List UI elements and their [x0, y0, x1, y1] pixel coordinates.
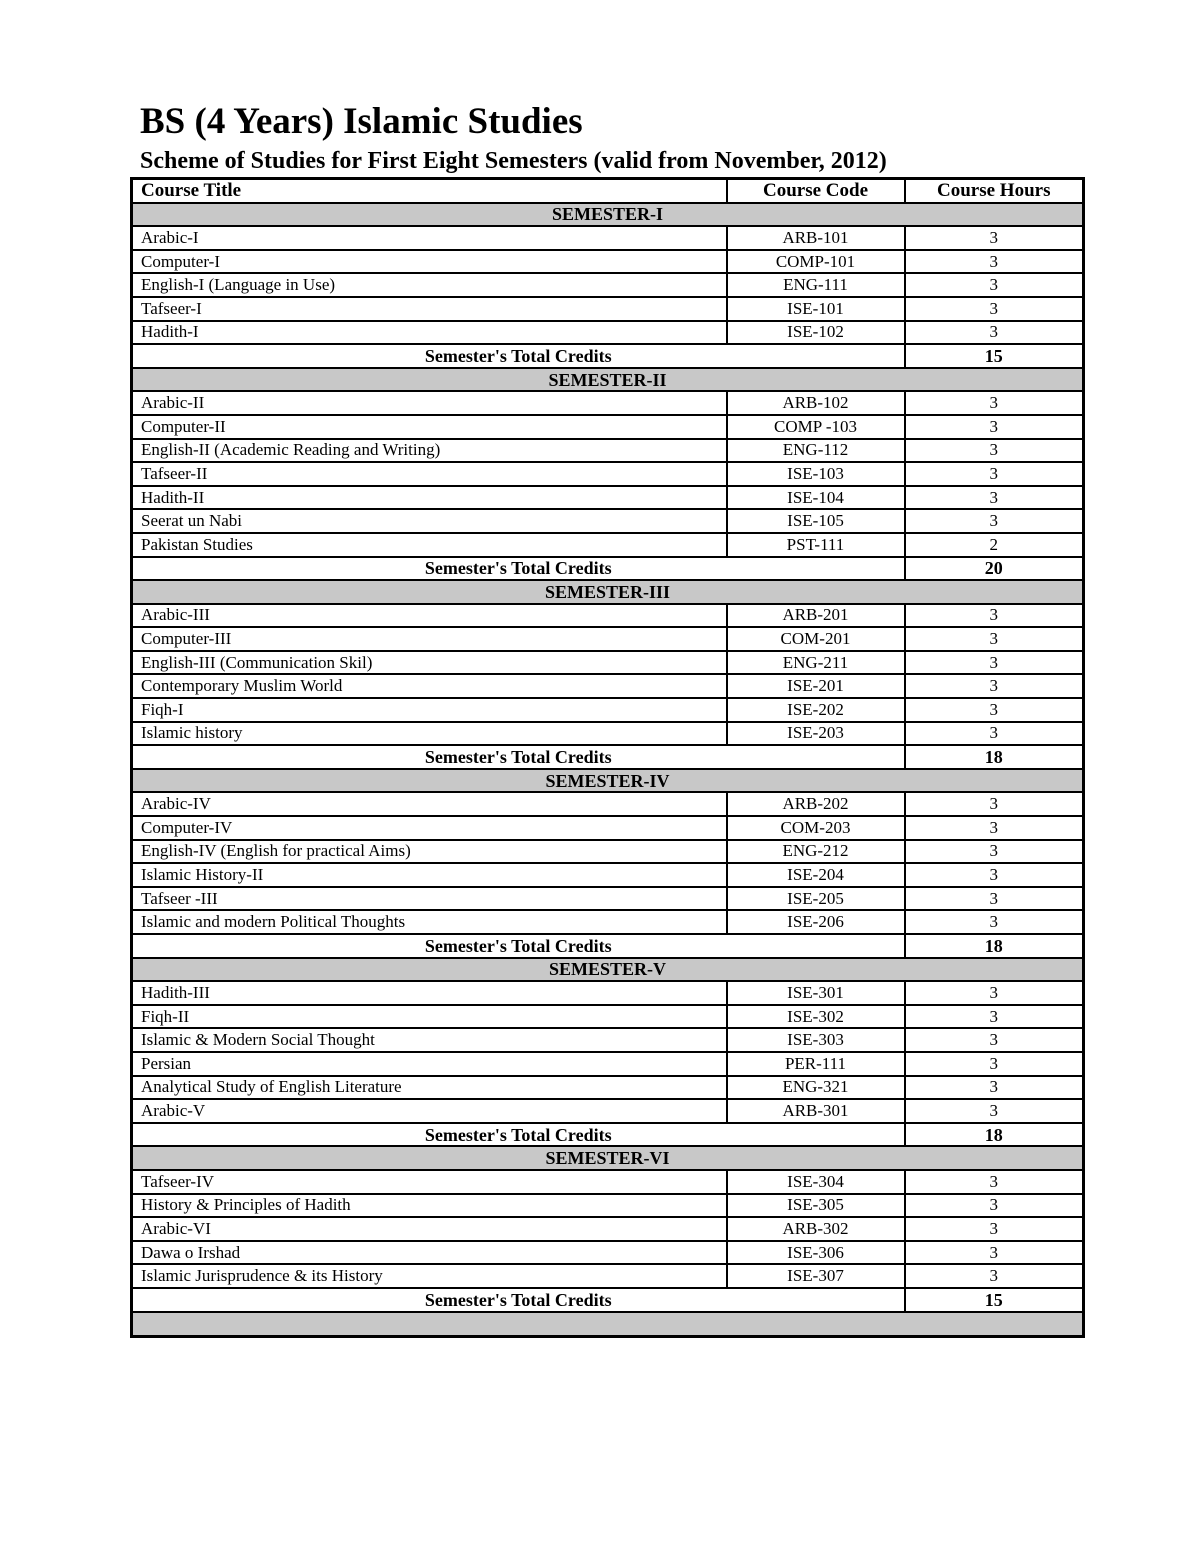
semester-total-value: 18 — [905, 745, 1084, 769]
empty-shaded-row — [132, 1312, 1084, 1337]
semester-total-label: Semester's Total Credits — [132, 344, 905, 368]
course-title-cell: Persian — [132, 1052, 727, 1076]
course-code-cell: ISE-305 — [727, 1194, 905, 1218]
course-hours-cell: 3 — [905, 910, 1084, 934]
course-hours-cell: 3 — [905, 1194, 1084, 1218]
semester-total-value: 18 — [905, 1123, 1084, 1147]
course-title-cell: Computer-I — [132, 250, 727, 274]
course-title-cell: Islamic and modern Political Thoughts — [132, 910, 727, 934]
course-code-cell: COM-201 — [727, 627, 905, 651]
course-title-cell: English-I (Language in Use) — [132, 273, 727, 297]
course-hours-cell: 3 — [905, 1052, 1084, 1076]
course-hours-cell: 3 — [905, 486, 1084, 510]
semester-total-value: 15 — [905, 344, 1084, 368]
table-row — [132, 863, 1084, 887]
course-code-cell: ISE-302 — [727, 1005, 905, 1029]
table-row — [132, 297, 1084, 321]
course-code-cell: ISE-304 — [727, 1170, 905, 1194]
table-row — [132, 722, 1084, 746]
course-title-cell: Arabic-V — [132, 1099, 727, 1123]
table-row — [132, 1076, 1084, 1100]
semester-total-row — [132, 1288, 1084, 1312]
header-course-title: Course Title — [132, 179, 727, 203]
table-row — [132, 533, 1084, 557]
course-code-cell: ISE-301 — [727, 981, 905, 1005]
course-hours-cell: 3 — [905, 1099, 1084, 1123]
table-row — [132, 792, 1084, 816]
header-course-code: Course Code — [727, 179, 905, 203]
course-code-cell: ARB-101 — [727, 226, 905, 250]
course-title-cell: Arabic-VI — [132, 1217, 727, 1241]
semester-total-label: Semester's Total Credits — [132, 745, 905, 769]
course-code-cell: ARB-301 — [727, 1099, 905, 1123]
semester-total-label: Semester's Total Credits — [132, 557, 905, 581]
course-code-cell: ISE-102 — [727, 321, 905, 345]
course-code-cell: ARB-302 — [727, 1217, 905, 1241]
course-code-cell: ISE-105 — [727, 509, 905, 533]
semester-name: SEMESTER-III — [132, 580, 1084, 604]
course-title-cell: English-II (Academic Reading and Writing) — [132, 439, 727, 463]
course-code-cell: PER-111 — [727, 1052, 905, 1076]
table-row — [132, 1264, 1084, 1288]
course-hours-cell: 3 — [905, 321, 1084, 345]
course-title-cell: Pakistan Studies — [132, 533, 727, 557]
table-row — [132, 1241, 1084, 1265]
course-title-cell: Arabic-II — [132, 391, 727, 415]
course-code-cell: ENG-321 — [727, 1076, 905, 1100]
course-hours-cell: 3 — [905, 674, 1084, 698]
page-title: BS (4 Years) Islamic Studies — [140, 101, 583, 142]
table-row — [132, 674, 1084, 698]
course-code-cell: ARB-102 — [727, 391, 905, 415]
course-title-cell: Contemporary Muslim World — [132, 674, 727, 698]
table-row — [132, 910, 1084, 934]
course-title-cell: History & Principles of Hadith — [132, 1194, 727, 1218]
table-row — [132, 1005, 1084, 1029]
semester-header-row — [132, 203, 1084, 227]
empty-shaded-cell — [132, 1312, 1084, 1337]
course-title-cell: Hadith-II — [132, 486, 727, 510]
course-hours-cell: 3 — [905, 226, 1084, 250]
course-hours-cell: 3 — [905, 1217, 1084, 1241]
course-title-cell: Fiqh-I — [132, 698, 727, 722]
course-code-cell: COM-203 — [727, 816, 905, 840]
table-row — [132, 391, 1084, 415]
table-row — [132, 698, 1084, 722]
course-hours-cell: 3 — [905, 250, 1084, 274]
semester-header-row — [132, 368, 1084, 392]
course-title-cell: Arabic-IV — [132, 792, 727, 816]
course-code-cell: ISE-206 — [727, 910, 905, 934]
course-code-cell: ISE-104 — [727, 486, 905, 510]
table-row — [132, 887, 1084, 911]
course-hours-cell: 2 — [905, 533, 1084, 557]
course-title-cell: Tafseer-IV — [132, 1170, 727, 1194]
course-hours-cell: 3 — [905, 792, 1084, 816]
course-title-cell: Analytical Study of English Literature — [132, 1076, 727, 1100]
table-row — [132, 840, 1084, 864]
course-title-cell: Arabic-I — [132, 226, 727, 250]
course-hours-cell: 3 — [905, 415, 1084, 439]
table-row — [132, 273, 1084, 297]
course-code-cell: ENG-112 — [727, 439, 905, 463]
table-row — [132, 509, 1084, 533]
course-code-cell: ENG-212 — [727, 840, 905, 864]
course-hours-cell: 3 — [905, 981, 1084, 1005]
course-title-cell: Tafseer -III — [132, 887, 727, 911]
semester-name: SEMESTER-I — [132, 203, 1084, 227]
course-hours-cell: 3 — [905, 1264, 1084, 1288]
table-row — [132, 604, 1084, 628]
scheme-of-studies-table — [130, 177, 1085, 1338]
course-hours-cell: 3 — [905, 1170, 1084, 1194]
course-hours-cell: 3 — [905, 604, 1084, 628]
semester-total-row — [132, 934, 1084, 958]
course-title-cell: Seerat un Nabi — [132, 509, 727, 533]
table-header-row — [132, 179, 1084, 203]
course-code-cell: ISE-205 — [727, 887, 905, 911]
course-hours-cell: 3 — [905, 887, 1084, 911]
course-code-cell: ENG-111 — [727, 273, 905, 297]
course-hours-cell: 3 — [905, 840, 1084, 864]
course-title-cell: Islamic Jurisprudence & its History — [132, 1264, 727, 1288]
semester-total-row — [132, 557, 1084, 581]
table-row — [132, 1099, 1084, 1123]
course-title-cell: Computer-II — [132, 415, 727, 439]
course-code-cell: ISE-103 — [727, 462, 905, 486]
course-title-cell: Islamic history — [132, 722, 727, 746]
course-hours-cell: 3 — [905, 462, 1084, 486]
semester-total-value: 18 — [905, 934, 1084, 958]
semester-name: SEMESTER-II — [132, 368, 1084, 392]
table-row — [132, 1052, 1084, 1076]
course-title-cell: Dawa o Irshad — [132, 1241, 727, 1265]
course-hours-cell: 3 — [905, 439, 1084, 463]
course-title-cell: English-III (Communication Skil) — [132, 651, 727, 675]
course-hours-cell: 3 — [905, 651, 1084, 675]
table-row — [132, 250, 1084, 274]
semester-total-value: 20 — [905, 557, 1084, 581]
course-code-cell: ISE-204 — [727, 863, 905, 887]
course-code-cell: ISE-303 — [727, 1028, 905, 1052]
semester-total-row — [132, 344, 1084, 368]
course-hours-cell: 3 — [905, 297, 1084, 321]
semester-total-label: Semester's Total Credits — [132, 934, 905, 958]
course-hours-cell: 3 — [905, 627, 1084, 651]
semester-header-row — [132, 1146, 1084, 1170]
table-row — [132, 816, 1084, 840]
table-row — [132, 439, 1084, 463]
course-code-cell: COMP -103 — [727, 415, 905, 439]
course-hours-cell: 3 — [905, 816, 1084, 840]
semester-name: SEMESTER-VI — [132, 1146, 1084, 1170]
course-title-cell: Islamic History-II — [132, 863, 727, 887]
table-row — [132, 627, 1084, 651]
table-row — [132, 981, 1084, 1005]
course-title-cell: Islamic & Modern Social Thought — [132, 1028, 727, 1052]
semester-total-label: Semester's Total Credits — [132, 1123, 905, 1147]
course-code-cell: ISE-306 — [727, 1241, 905, 1265]
course-hours-cell: 3 — [905, 1241, 1084, 1265]
course-code-cell: COMP-101 — [727, 250, 905, 274]
course-title-cell: Fiqh-II — [132, 1005, 727, 1029]
course-hours-cell: 3 — [905, 509, 1084, 533]
course-title-cell: Tafseer-II — [132, 462, 727, 486]
course-hours-cell: 3 — [905, 863, 1084, 887]
course-title-cell: Computer-IV — [132, 816, 727, 840]
course-code-cell: ENG-211 — [727, 651, 905, 675]
course-code-cell: PST-111 — [727, 533, 905, 557]
semester-name: SEMESTER-V — [132, 958, 1084, 982]
course-hours-cell: 3 — [905, 391, 1084, 415]
course-code-cell: ISE-202 — [727, 698, 905, 722]
semester-header-row — [132, 580, 1084, 604]
course-hours-cell: 3 — [905, 722, 1084, 746]
table-row — [132, 462, 1084, 486]
course-hours-cell: 3 — [905, 1005, 1084, 1029]
course-hours-cell: 3 — [905, 1028, 1084, 1052]
course-code-cell: ISE-101 — [727, 297, 905, 321]
course-title-cell: Computer-III — [132, 627, 727, 651]
table-row — [132, 1170, 1084, 1194]
course-code-cell: ARB-202 — [727, 792, 905, 816]
table-row — [132, 486, 1084, 510]
page-subtitle: Scheme of Studies for First Eight Semesters (valid from November, 2012) — [140, 148, 887, 174]
course-title-cell: Arabic-III — [132, 604, 727, 628]
table-row — [132, 415, 1084, 439]
course-hours-cell: 3 — [905, 1076, 1084, 1100]
course-title-cell: Tafseer-I — [132, 297, 727, 321]
table-row — [132, 651, 1084, 675]
table-row — [132, 321, 1084, 345]
course-title-cell: Hadith-I — [132, 321, 727, 345]
course-hours-cell: 3 — [905, 273, 1084, 297]
course-code-cell: ISE-201 — [727, 674, 905, 698]
semester-total-value: 15 — [905, 1288, 1084, 1312]
semester-header-row — [132, 769, 1084, 793]
course-title-cell: Hadith-III — [132, 981, 727, 1005]
semester-total-row — [132, 745, 1084, 769]
table-row — [132, 1217, 1084, 1241]
table-row — [132, 226, 1084, 250]
table-body — [132, 203, 1084, 1336]
course-code-cell: ISE-203 — [727, 722, 905, 746]
course-title-cell: English-IV (English for practical Aims) — [132, 840, 727, 864]
course-hours-cell: 3 — [905, 698, 1084, 722]
table-row — [132, 1028, 1084, 1052]
semester-name: SEMESTER-IV — [132, 769, 1084, 793]
course-code-cell: ISE-307 — [727, 1264, 905, 1288]
table-row — [132, 1194, 1084, 1218]
semester-total-label: Semester's Total Credits — [132, 1288, 905, 1312]
course-code-cell: ARB-201 — [727, 604, 905, 628]
semester-header-row — [132, 958, 1084, 982]
semester-total-row — [132, 1123, 1084, 1147]
header-course-hours: Course Hours — [905, 179, 1084, 203]
